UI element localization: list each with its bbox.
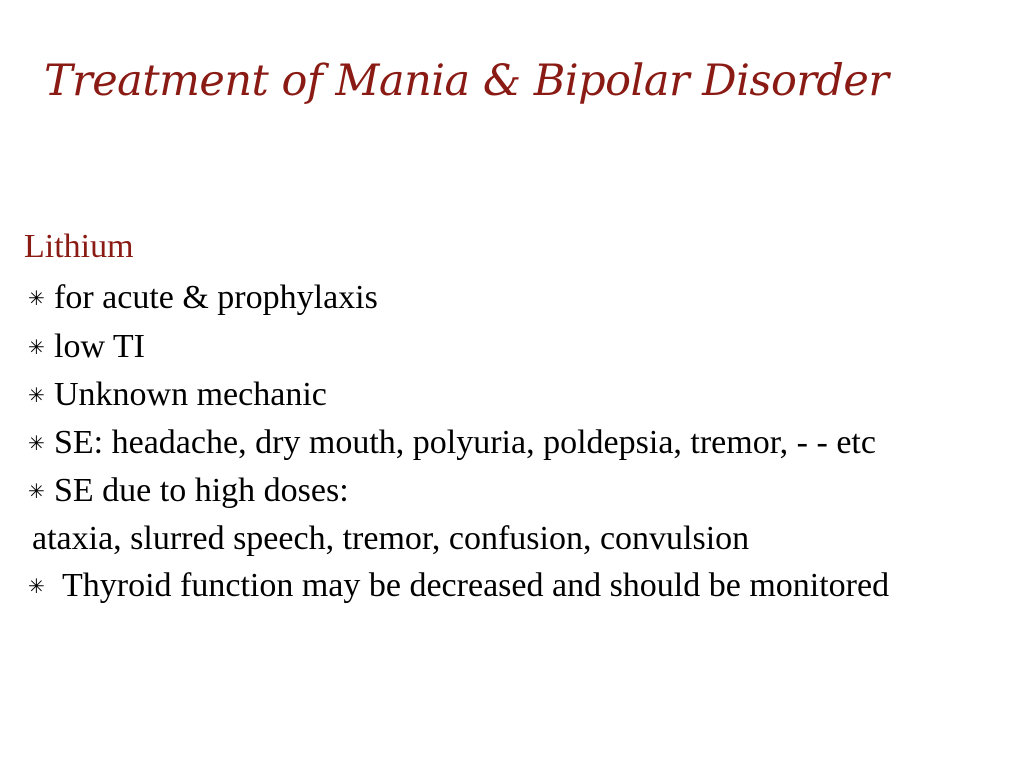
bullet-text: low TI: [54, 328, 145, 365]
bullet-item: [28, 328, 145, 366]
asterisk-bullet-icon: ✳: [28, 433, 45, 455]
asterisk-bullet-icon: ✳: [28, 481, 45, 503]
bullet-item: [28, 279, 378, 317]
asterisk-bullet-icon: ✳: [28, 576, 45, 598]
section-heading: Lithium: [24, 228, 134, 265]
bullet-text: SE: headache, dry mouth, polyuria, poldepsia, tremor, - - etc: [54, 424, 876, 461]
asterisk-bullet-icon: ✳: [28, 288, 45, 310]
continuation-line: [32, 520, 749, 558]
asterisk-bullet-icon: ✳: [28, 337, 45, 359]
bullet-item: [28, 472, 349, 510]
bullet-text: for acute & prophylaxis: [54, 279, 378, 316]
bullet-item: [28, 567, 889, 605]
slide-title: Treatment of Mania & Bipolar Disorder: [44, 56, 889, 106]
bullet-item: [28, 424, 876, 462]
bullet-text: SE due to high doses:: [54, 472, 349, 509]
bullet-item: [28, 376, 327, 414]
continuation-text: ataxia, slurred speech, tremor, confusion, convulsion: [32, 520, 750, 557]
bullet-text: Thyroid function may be decreased and should be monitored: [62, 567, 890, 604]
asterisk-bullet-icon: ✳: [28, 385, 45, 407]
bullet-text: Unknown mechanic: [54, 376, 327, 413]
